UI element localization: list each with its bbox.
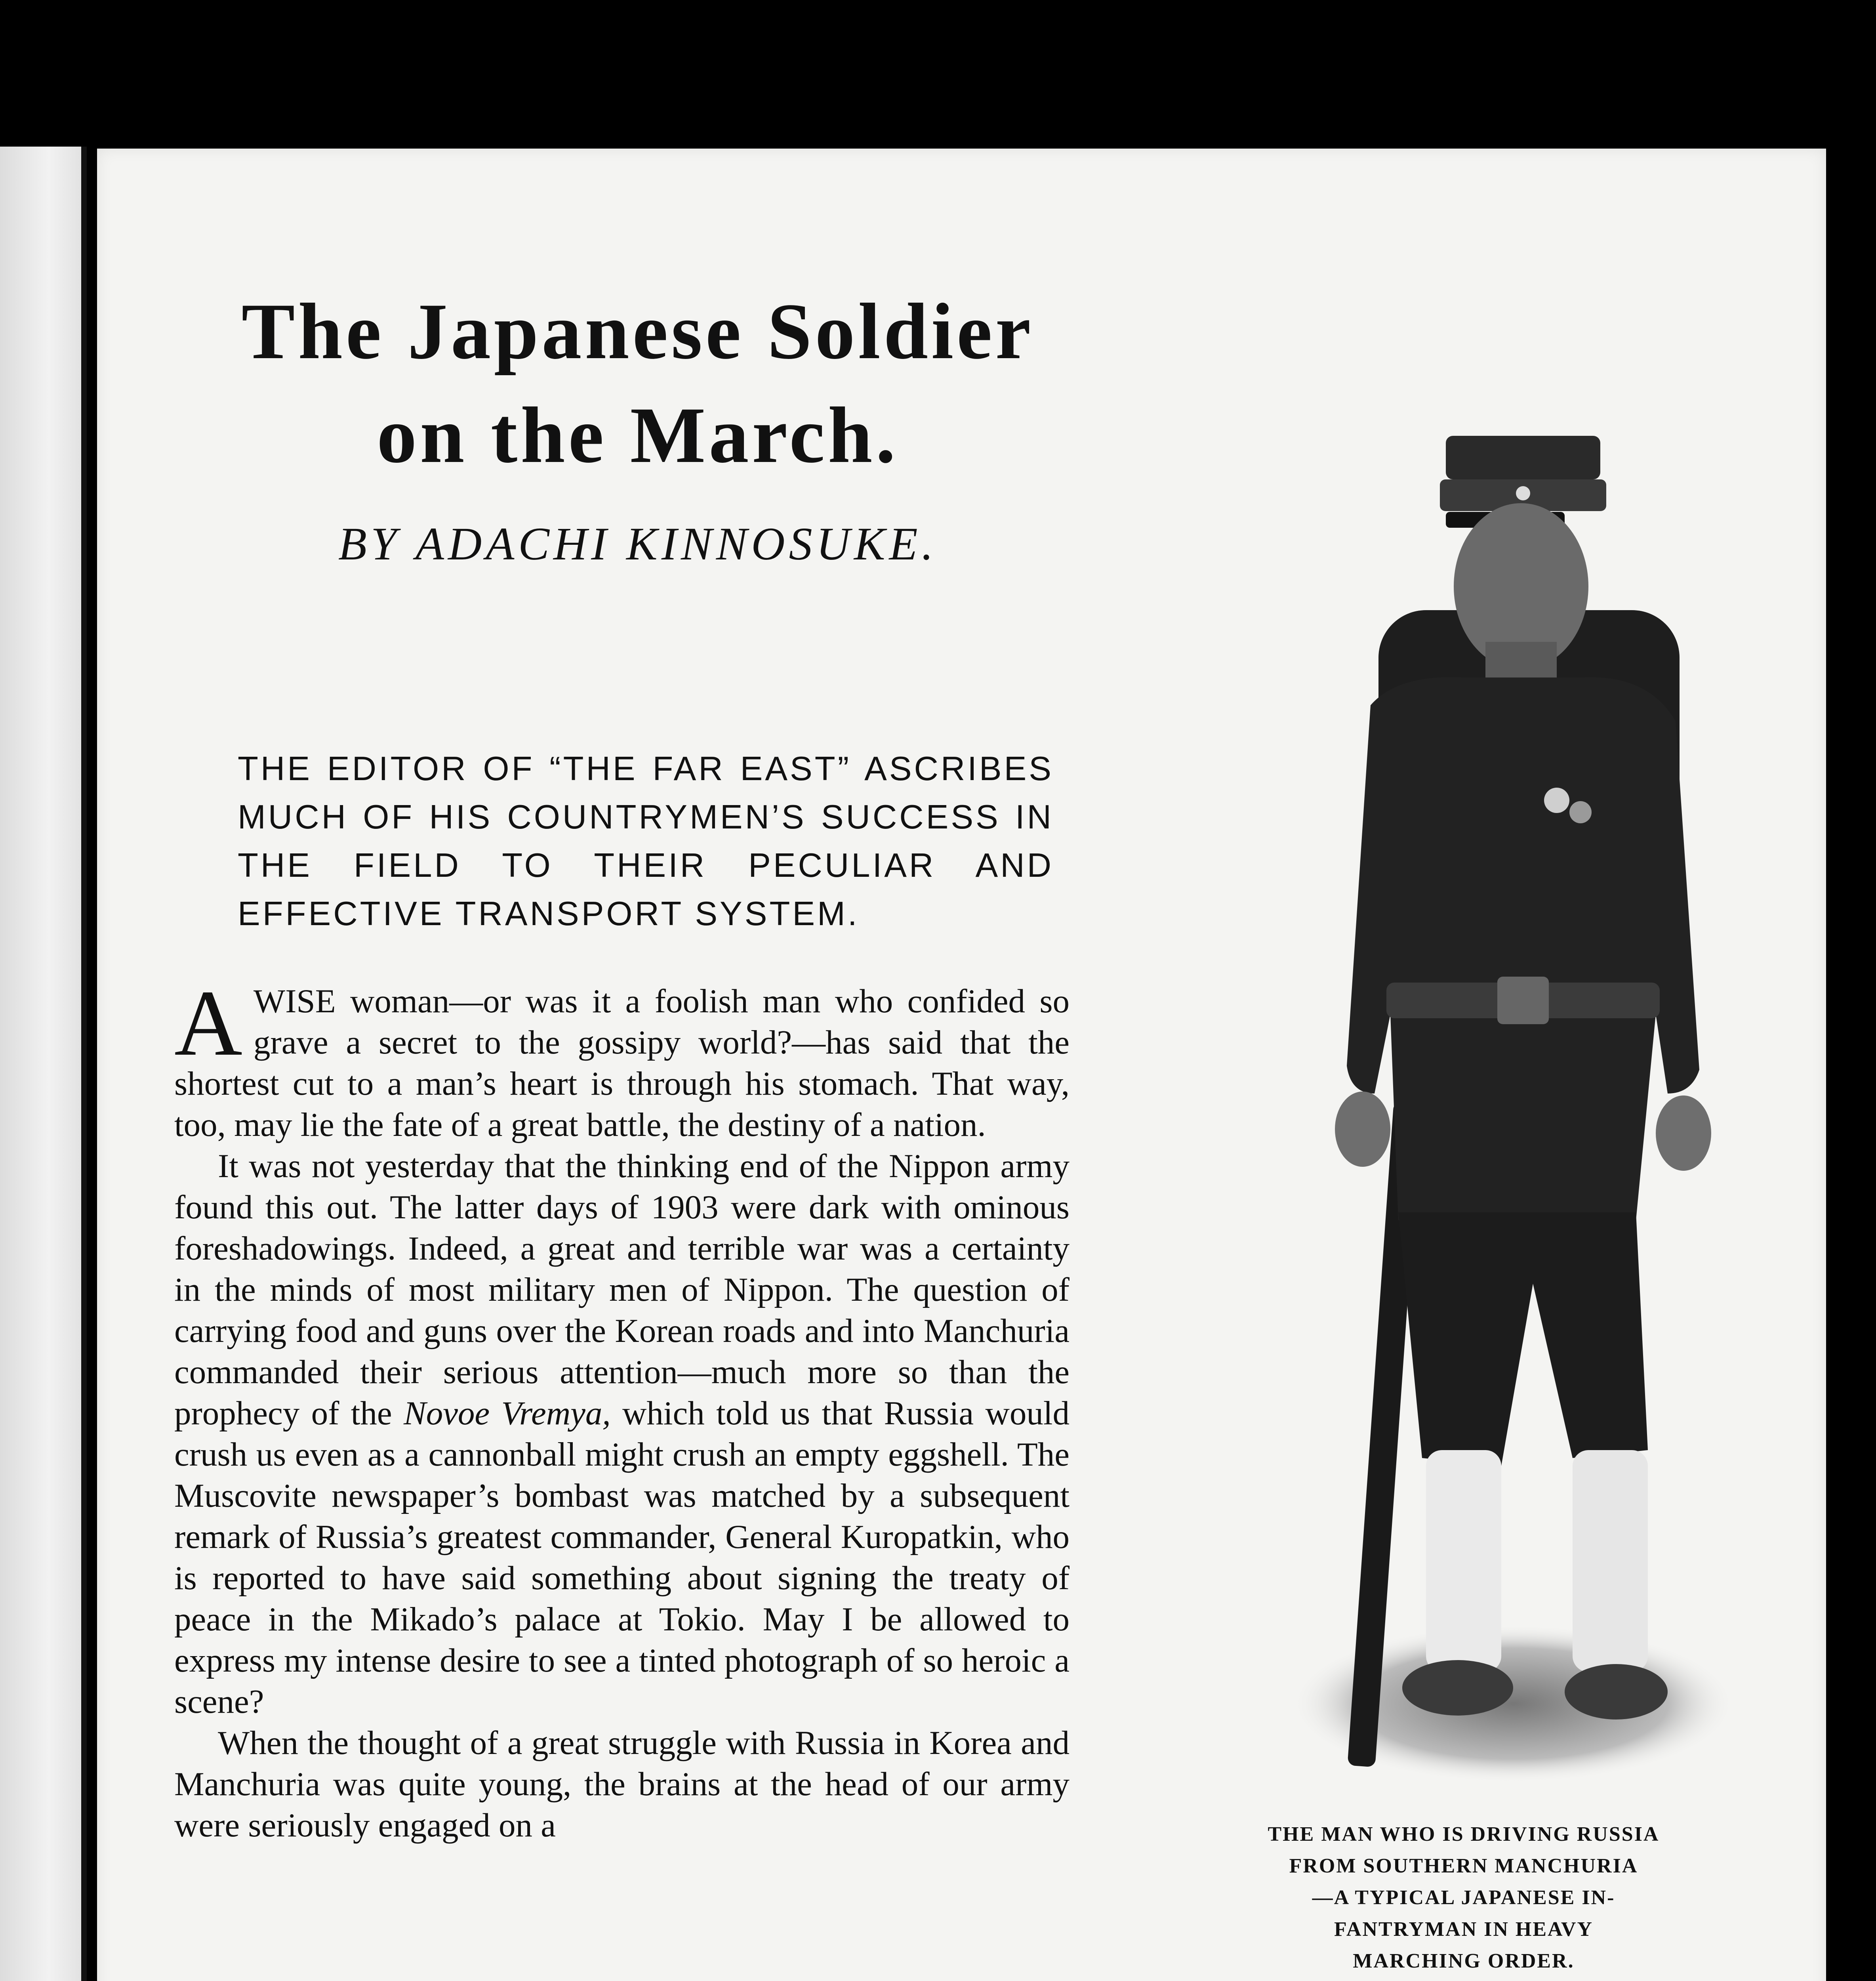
paragraph-2 <box>174 1145 1070 1722</box>
paragraph-2-text-a: It was not yesterday that the thinking end of the Nippon army found this out. The latter days of 1903 were dark with ominous foreshadowings. Indeed, a great and terrible war was a certainty in the minds of most military men of Nippon. The question of carrying food and guns over the Korean roads and into Manchuria commanded their serious attention—much more so than the prophecy of the <box>174 1147 1070 1432</box>
paragraph-3-start: When the thought of a great struggle with Russia in Korea and Manchuria was quite young, the brains at the head of our army were seriously engaged on a <box>174 1724 1070 1844</box>
photo-caption <box>1240 1819 1687 1977</box>
newspaper-name: Novoe Vremya, <box>404 1395 611 1432</box>
caption-line-2: FROM SOUTHERN MANCHURIA <box>1289 1855 1638 1877</box>
caption-line-3: —A TYPICAL JAPANESE IN- <box>1312 1886 1615 1909</box>
caption-line-1: THE MAN WHO IS DRIVING RUSSIA <box>1268 1823 1660 1845</box>
soldier-photograph <box>1279 420 1735 1783</box>
article-title <box>166 279 1109 487</box>
caption-line-4: FANTRYMAN IN HEAVY <box>1334 1918 1594 1941</box>
article-column-text <box>174 971 1070 1846</box>
previous-page-edge <box>0 147 87 1981</box>
title-line-2: on the March. <box>377 391 899 479</box>
paragraph-2-text-b: which told us that Russia would crush us even as a cannonball might crush an empty eggshell. The Muscovite newspaper’s bombast was matched by a subsequent remark of Russia’s greatest commander, General Kuropatkin, who is reported to have said something about signing the treaty of peace in the Mikado’s palace at Tokio. May I be allowed to express my intense desire to see a tinted photograph of so heroic a scene? <box>174 1395 1070 1720</box>
drop-cap: A <box>174 971 242 1075</box>
title-line-1: The Japanese Soldier <box>241 287 1034 376</box>
author-byline: BY ADACHI KINNOSUKE. <box>338 518 938 570</box>
paragraph-1-text: WISE woman—or was it a foolish man who confided so grave a secret to the gossipy world?—has said that the shortest cut to a man’s heart is through his stomach. That way, too, may lie the fate of a great battle, the destiny of a nation. <box>174 983 1070 1143</box>
article-deck: THE EDITOR OF “THE FAR EAST” ASCRIBES MUCH OF HIS COUNTRYMEN’S SUCCESS IN THE FIELD TO THEIR PECULIAR AND EFFECTIVE TRANSPORT SYSTEM. <box>238 750 1054 933</box>
paragraph-1 <box>174 971 1070 1145</box>
caption-line-5: MARCHING ORDER. <box>1353 1950 1575 1972</box>
